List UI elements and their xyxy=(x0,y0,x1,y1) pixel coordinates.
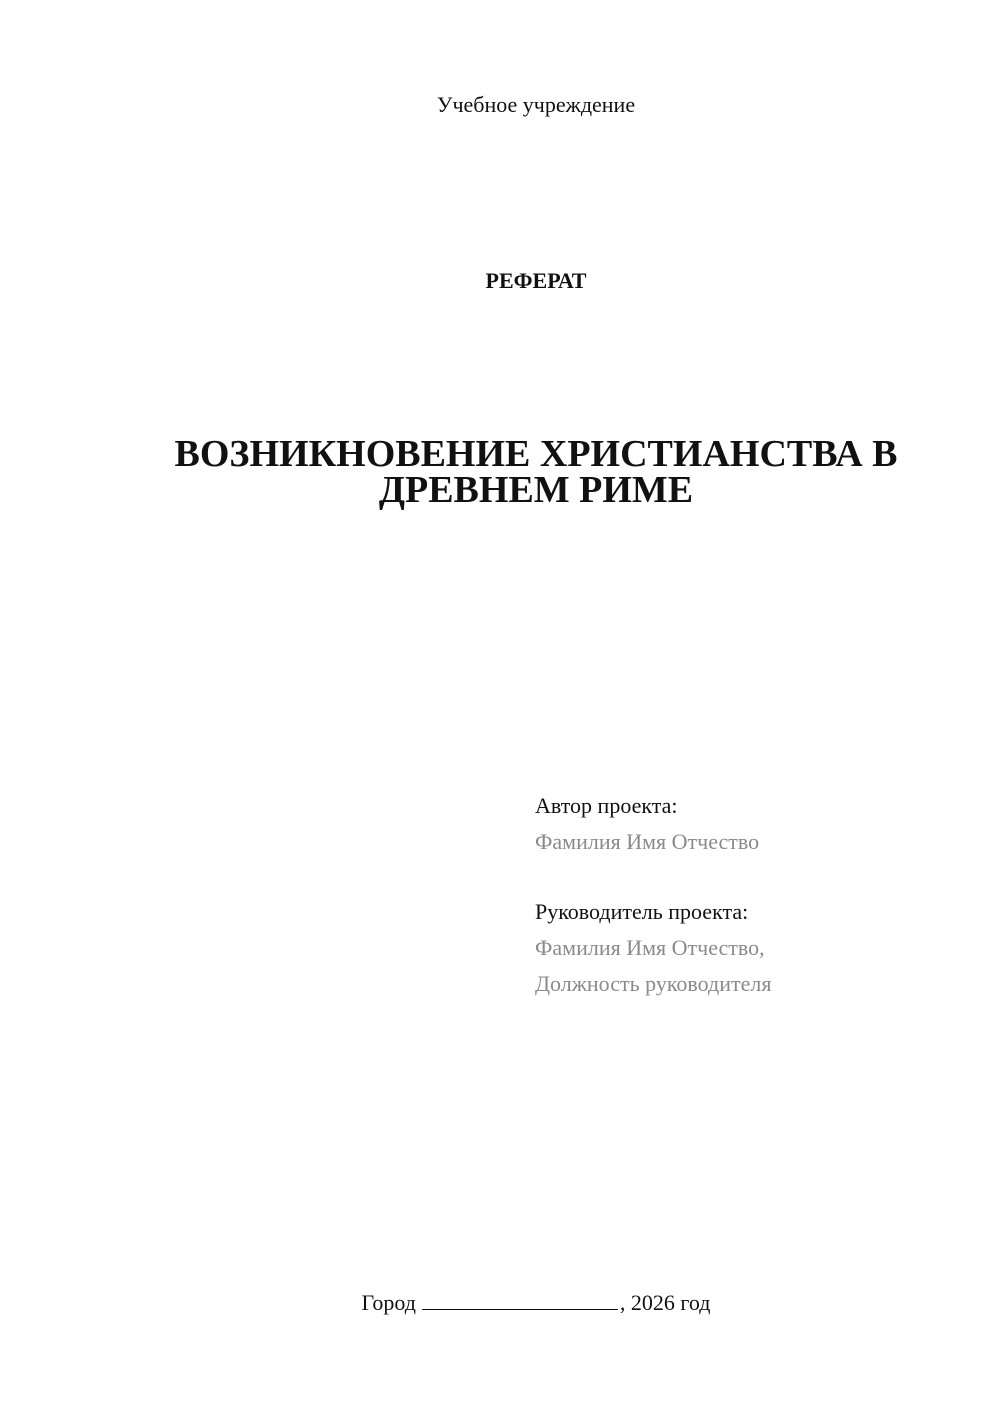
author-label: Автор проекта: xyxy=(535,793,678,818)
city-label: Город xyxy=(361,1290,416,1315)
info-spacer xyxy=(535,860,975,894)
institution-name: Учебное учреждение xyxy=(436,92,636,117)
city-blank-line xyxy=(422,1291,618,1310)
title-line-2: ДРЕВНЕМ РИМЕ xyxy=(378,469,694,511)
supervisor-name: Фамилия Имя Отчество, xyxy=(535,935,765,960)
author-name: Фамилия Имя Отчество xyxy=(535,829,760,854)
project-info xyxy=(535,788,975,1002)
footer-city-year xyxy=(0,1290,1000,1316)
supervisor-position: Должность руководителя xyxy=(535,971,772,996)
title-line-1: ВОЗНИКНОВЕНИЕ ХРИСТИАНСТВА В xyxy=(174,433,898,475)
document-title xyxy=(100,433,972,511)
year-text: , 2026 год xyxy=(619,1290,711,1315)
supervisor-label: Руководитель проекта: xyxy=(535,899,749,924)
document-type: РЕФЕРАТ xyxy=(485,268,587,293)
